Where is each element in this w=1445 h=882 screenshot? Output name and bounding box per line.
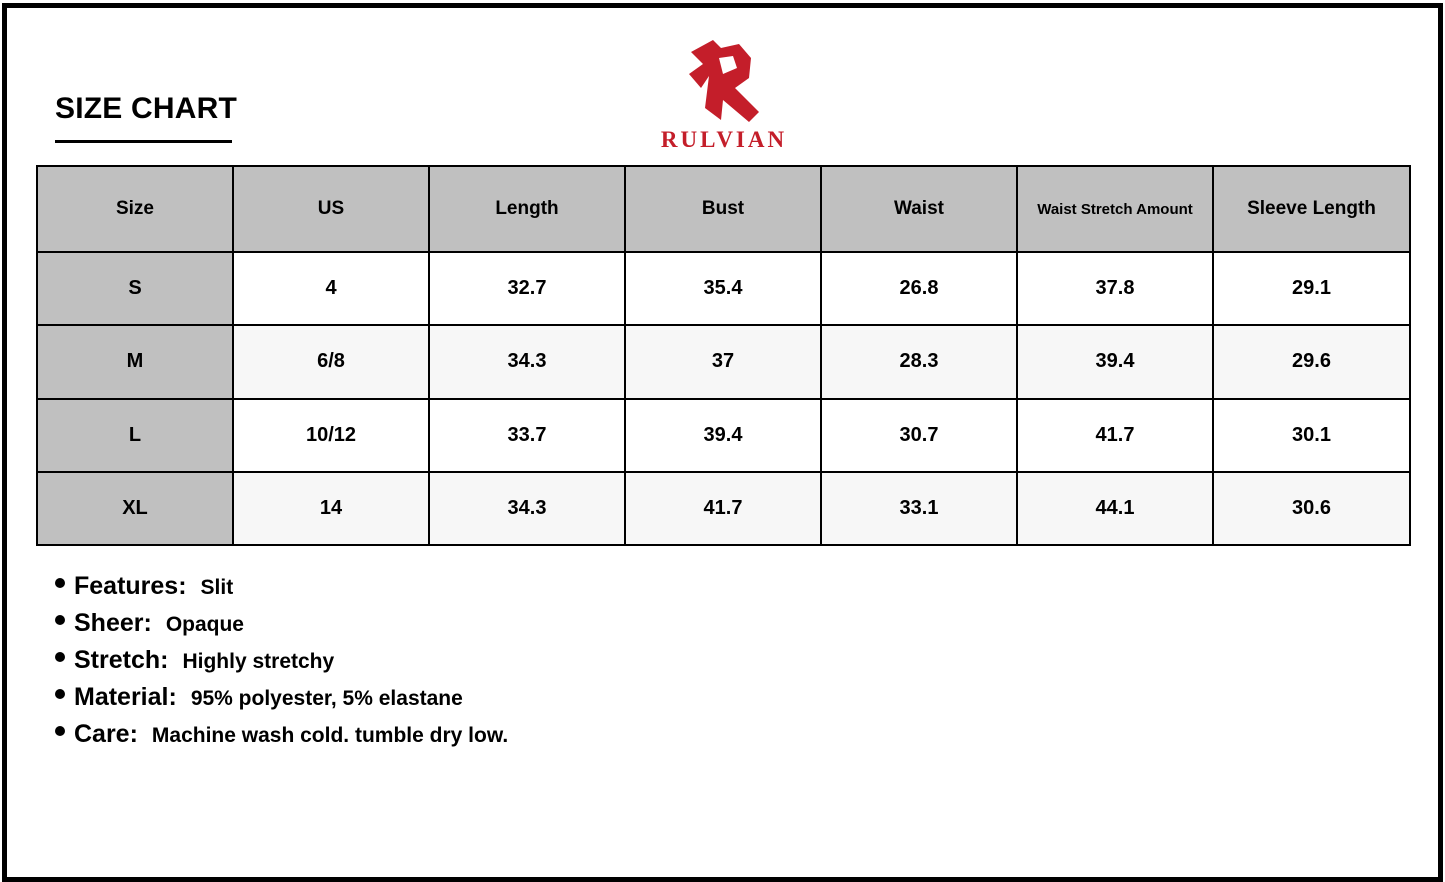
column-header-sleeve-length: Sleeve Length (1213, 166, 1410, 252)
table-cell: 10/12 (233, 399, 429, 472)
title-underline (55, 140, 232, 143)
size-cell: M (37, 325, 233, 398)
feature-value: 95% polyester, 5% elastane (190, 687, 463, 710)
table-cell: 34.3 (429, 472, 625, 545)
feature-label: Material: (74, 683, 177, 711)
bullet-icon (55, 615, 65, 625)
list-item (55, 646, 508, 683)
table-row (37, 399, 1410, 472)
feature-value: Opaque (165, 613, 244, 636)
feature-label: Care: (74, 720, 138, 748)
column-header-waist-stretch: Waist Stretch Amount (1017, 166, 1213, 252)
table-row (37, 472, 1410, 545)
table-cell: 34.3 (429, 325, 625, 398)
bullet-icon (55, 652, 65, 662)
table-cell: 33.1 (821, 472, 1017, 545)
table-cell: 39.4 (625, 399, 821, 472)
table-cell: 41.7 (1017, 399, 1213, 472)
feature-label: Features: (74, 572, 187, 600)
table-cell: 39.4 (1017, 325, 1213, 398)
table-cell: 29.6 (1213, 325, 1410, 398)
page-title: SIZE CHART (55, 92, 237, 125)
bullet-icon (55, 689, 65, 699)
size-table (36, 165, 1411, 546)
feature-label: Stretch: (74, 646, 169, 674)
feature-label: Sheer: (74, 609, 152, 637)
brand-logo (650, 38, 800, 153)
table-cell: 6/8 (233, 325, 429, 398)
table-cell: 44.1 (1017, 472, 1213, 545)
table-cell: 30.6 (1213, 472, 1410, 545)
table-row (37, 325, 1410, 398)
column-header-length: Length (429, 166, 625, 252)
list-item (55, 720, 508, 757)
list-item (55, 572, 508, 609)
brand-name: RULVIAN (660, 127, 788, 152)
table-cell: 4 (233, 252, 429, 325)
column-header-bust: Bust (625, 166, 821, 252)
column-header-us: US (233, 166, 429, 252)
table-cell: 14 (233, 472, 429, 545)
size-cell: L (37, 399, 233, 472)
column-header-waist: Waist (821, 166, 1017, 252)
table-cell: 41.7 (625, 472, 821, 545)
table-cell: 35.4 (625, 252, 821, 325)
feature-value: Machine wash cold. tumble dry low. (151, 724, 509, 747)
table-cell: 30.7 (821, 399, 1017, 472)
table-cell: 28.3 (821, 325, 1017, 398)
table-cell: 33.7 (429, 399, 625, 472)
bullet-icon (55, 726, 65, 736)
table-cell: 32.7 (429, 252, 625, 325)
rulvian-r-logo-icon (687, 38, 763, 124)
column-header-size: Size (37, 166, 233, 252)
feature-list (55, 572, 508, 757)
table-cell: 37 (625, 325, 821, 398)
table-row (37, 252, 1410, 325)
table-cell: 37.8 (1017, 252, 1213, 325)
size-cell: XL (37, 472, 233, 545)
feature-value: Highly stretchy (182, 650, 335, 673)
list-item (55, 609, 508, 646)
feature-value: Slit (200, 576, 234, 599)
table-cell: 29.1 (1213, 252, 1410, 325)
list-item (55, 683, 508, 720)
bullet-icon (55, 578, 65, 588)
table-cell: 26.8 (821, 252, 1017, 325)
table-header-row (37, 166, 1410, 252)
table-cell: 30.1 (1213, 399, 1410, 472)
size-cell: S (37, 252, 233, 325)
